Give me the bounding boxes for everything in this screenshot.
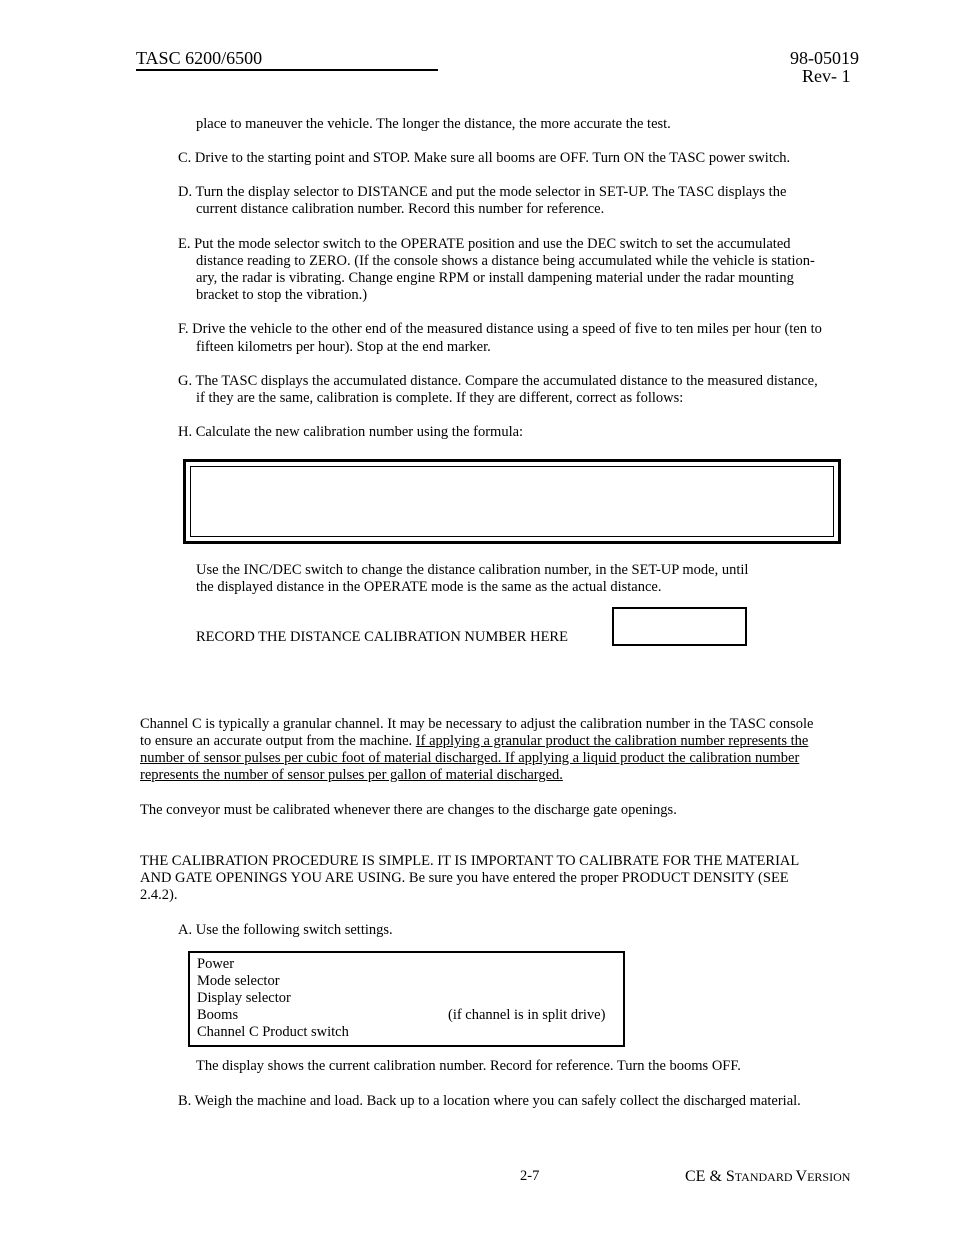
- document-number: 98-05019: [790, 48, 859, 68]
- formula-box-inner: [190, 466, 834, 537]
- version-ersion: ERSION: [807, 1170, 851, 1184]
- step-a: A. Use the following switch settings.: [178, 922, 393, 938]
- channel-c-line1: Channel C is typically a granular channel. It may be necessary to adjust the calibration number in the TASC console: [140, 716, 814, 732]
- step-d-line1: D. Turn the display selector to DISTANCE and put the mode selector in SET-UP. The TASC displays the: [178, 184, 787, 200]
- step-b-continuation: place to maneuver the vehicle. The longer the distance, the more accurate the test.: [196, 116, 671, 132]
- version-tandard: TANDARD: [734, 1170, 796, 1184]
- conveyor-note: The conveyor must be calibrated whenever there are changes to the discharge gate openings.: [140, 802, 677, 818]
- version-s-initial: S: [725, 1168, 735, 1185]
- version-v-initial: V: [795, 1168, 808, 1185]
- adjust-line2: the displayed distance in the OPERATE mode is the same as the actual distance.: [196, 579, 662, 595]
- revision-label: Rev- 1: [802, 66, 851, 86]
- switch-setting-booms-note: (if channel is in split drive): [448, 1007, 606, 1023]
- page-number: 2-7: [520, 1168, 540, 1184]
- step-e-line2: distance reading to ZERO. (If the console shows a distance being accumulated while the vehicle is station-: [196, 253, 815, 269]
- step-f-line1: F. Drive the vehicle to the other end of the measured distance using a speed of five to ten miles per hour (ten to: [178, 321, 822, 337]
- channel-c-line4: represents the number of sensor pulses per gallon of material discharged.: [140, 767, 563, 783]
- header-rule: [136, 69, 438, 71]
- step-e-line1: E. Put the mode selector switch to the OPERATE position and use the DEC switch to set the accumulated: [178, 236, 791, 252]
- channel-c-line2-plain: to ensure an accurate output from the machine.: [140, 733, 416, 749]
- calibration-number-field[interactable]: [612, 607, 747, 646]
- adjust-line1: Use the INC/DEC switch to change the distance calibration number, in the SET-UP mode, until: [196, 562, 749, 578]
- display-note: The display shows the current calibration number. Record for reference. Turn the booms OFF.: [196, 1058, 741, 1074]
- procedure-intro-line1: THE CALIBRATION PROCEDURE IS SIMPLE. IT IS IMPORTANT TO CALIBRATE FOR THE MATERIAL: [140, 853, 800, 869]
- channel-c-line2: [140, 733, 808, 750]
- procedure-intro-line3: 2.4.2).: [140, 887, 178, 903]
- channel-c-line3: number of sensor pulses per cubic foot of material discharged. If applying a liquid product the calibration number: [140, 750, 800, 766]
- channel-c-line2-underlined: If applying a granular product the calibration number represents the: [415, 733, 809, 749]
- step-f-line2: fifteen kilometrs per hour). Stop at the end marker.: [196, 339, 491, 355]
- version-ce: CE &: [685, 1168, 726, 1185]
- step-e-line3: ary, the radar is vibrating. Change engine RPM or install dampening material under the radar mounting: [196, 270, 794, 286]
- switch-settings-box: [188, 951, 625, 1047]
- step-e-line4: bracket to stop the vibration.): [196, 287, 368, 303]
- switch-setting-display-selector: Display selector: [197, 990, 291, 1006]
- version-label: [685, 1168, 850, 1186]
- step-d-line2: current distance calibration number. Record this number for reference.: [196, 201, 605, 217]
- switch-setting-booms: Booms: [197, 1007, 239, 1023]
- formula-box: [183, 459, 841, 544]
- step-g-line2: if they are the same, calibration is complete. If they are different, correct as follows:: [196, 390, 684, 406]
- step-c: C. Drive to the starting point and STOP. Make sure all booms are OFF. Turn ON the TASC power switch.: [178, 150, 791, 166]
- document-title: TASC 6200/6500: [136, 48, 263, 68]
- step-b-weigh: B. Weigh the machine and load. Back up to a location where you can safely collect the discharged material.: [178, 1093, 801, 1109]
- step-h: H. Calculate the new calibration number using the formula:: [178, 424, 524, 440]
- switch-setting-mode-selector: Mode selector: [197, 973, 280, 989]
- switch-setting-channel-c-product: Channel C Product switch: [197, 1024, 349, 1040]
- switch-setting-power: Power: [197, 956, 235, 972]
- step-g-line1: G. The TASC displays the accumulated distance. Compare the accumulated distance to the measured distance,: [178, 373, 818, 389]
- procedure-intro-line2: AND GATE OPENINGS YOU ARE USING. Be sure you have entered the proper PRODUCT DENSITY (SEE: [140, 870, 789, 886]
- record-calibration-label: RECORD THE DISTANCE CALIBRATION NUMBER HERE: [196, 629, 568, 645]
